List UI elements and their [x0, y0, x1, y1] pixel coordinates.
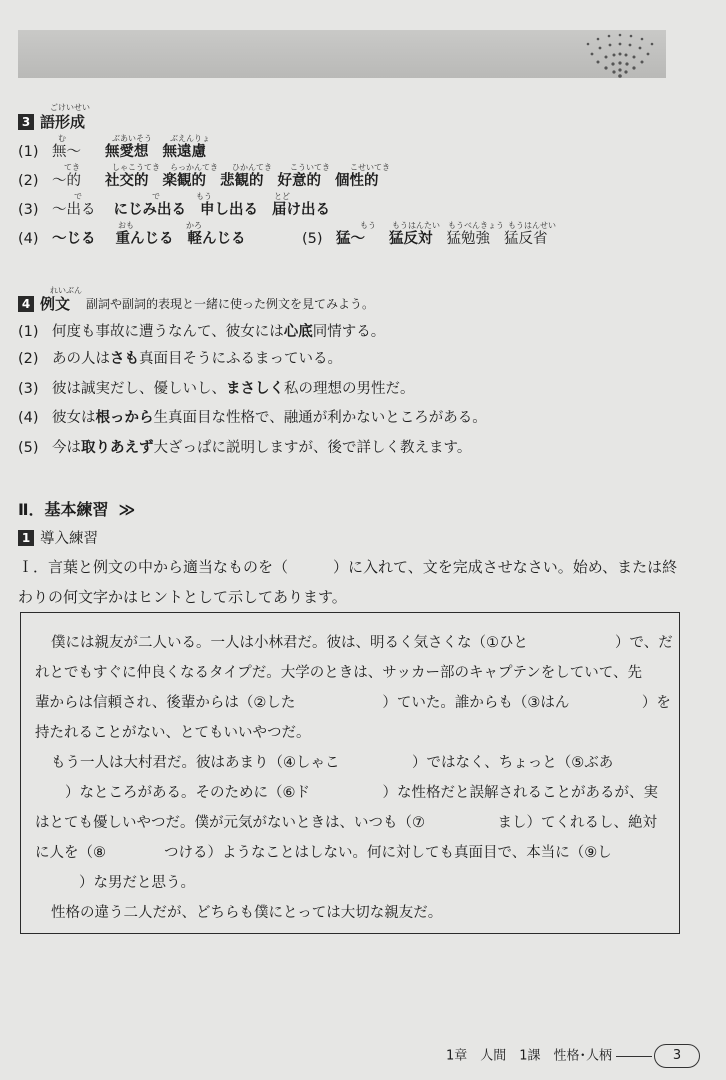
- word-formation-row-2: [18, 169, 393, 190]
- word-pattern: 猛〜: [336, 231, 365, 247]
- ruby-s4-title: れいぶん: [50, 286, 82, 295]
- row-number: (3): [18, 381, 39, 397]
- passage-line: に人を（⑧ つける）ようなことはしない。何に対しても真面目で、本当に（⑨し: [35, 845, 612, 861]
- passage-line: はとても優しいやつだ。僕が元気がないときは、いつも（⑦ まし）てくれるし、絶対: [35, 815, 657, 831]
- header-band: [18, 30, 666, 78]
- ruby: らっかんてき: [170, 163, 218, 172]
- row-number: (4): [18, 231, 39, 247]
- footer-rule: [616, 1056, 652, 1057]
- ruby: しゃこうてき: [112, 163, 160, 172]
- word-formation-row-4: [18, 227, 260, 248]
- exercise-passage-box: [20, 612, 680, 934]
- ruby: おも: [118, 221, 134, 230]
- word-pattern: 無〜: [52, 144, 81, 160]
- word-pattern: 〜的: [52, 173, 81, 189]
- passage-line: 持たれることがない、とてもいいやつだ。: [35, 725, 311, 741]
- ruby-s3-title: ごけいせい: [50, 103, 90, 112]
- word: 猛反対: [389, 231, 433, 247]
- row-number: (4): [18, 410, 39, 426]
- passage-line: れとでもすぐに仲良くなるタイプだ。大学のときは、サッカー部のキャプテンをしていて、先: [35, 665, 642, 681]
- passage-line: もう一人は大村君だ。彼はあまり（④しゃこ ）ではなく、ちょっと（⑤ぶあ: [51, 755, 614, 771]
- example-sentence-1: [18, 320, 385, 341]
- word: にじみ出る: [113, 202, 186, 218]
- ruby: こういてき: [290, 163, 330, 172]
- sentence-keyword: 根っから: [95, 410, 154, 426]
- ruby: こせいてき: [350, 163, 390, 172]
- sentence-text: あの人は: [52, 351, 110, 367]
- sentence-text: 私の理想の男性だ。: [284, 381, 415, 397]
- sentence-keyword: まさしく: [226, 381, 284, 397]
- ruby: もう: [196, 192, 212, 201]
- word: 届け出る: [272, 202, 330, 218]
- section-number-badge: 3: [18, 114, 34, 130]
- instruction-line-2: わりの何文字かはヒントとして示してあります。: [18, 588, 347, 606]
- section-3-title: 語形成: [40, 113, 86, 131]
- ruby: で: [152, 192, 160, 201]
- row-number: (1): [18, 324, 39, 340]
- word: 悲観的: [220, 173, 264, 189]
- page-number: 3: [654, 1044, 700, 1068]
- ruby: もうはんたい: [392, 221, 440, 230]
- ruby: とど: [274, 192, 290, 201]
- instruction-line-1: Ｉ．言葉と例文の中から適当なものを（ ）に入れて、文を完成させなさい。始め、または終: [18, 558, 678, 576]
- word: 楽観的: [162, 173, 206, 189]
- sentence-text: 何度も事故に遭うなんて、彼女には: [52, 324, 284, 340]
- sentence-text: 同情する。: [312, 324, 386, 340]
- ruby: てき: [64, 163, 80, 172]
- passage-line: 僕には親友が二人いる。一人は小林君だ。彼は、明るく気さくな（①ひと ）で、だ: [51, 635, 673, 651]
- word: 重んじる: [115, 231, 174, 247]
- word-pattern: 〜じる: [52, 231, 96, 247]
- passage-line: 性格の違う二人だが、どちらも僕にとっては大切な親友だ。: [51, 905, 443, 921]
- word: 猛勉強: [446, 231, 490, 247]
- sentence-keyword: 取りあえず: [81, 440, 154, 456]
- row-number: (5): [18, 440, 39, 456]
- subsection-title: 導入練習: [40, 531, 98, 547]
- word-formation-row-5: [302, 227, 562, 248]
- sentence-text: 彼は誠実だし、優しいし、: [52, 381, 226, 397]
- ruby: かろ: [186, 221, 202, 230]
- section-3-heading: [18, 111, 85, 132]
- word: 社交的: [105, 173, 149, 189]
- row-number: (2): [18, 173, 39, 189]
- subsection-number-badge: 1: [18, 530, 34, 546]
- passage-line: 輩からは信頼され、後輩からは（②した ）ていた。誰からも（③はん ）を: [35, 695, 671, 711]
- section-2-heading: [18, 497, 135, 520]
- sentence-text: 生真面目な性格で、融通が利かないところがある。: [153, 410, 487, 426]
- ruby: ぶあいそう: [112, 134, 152, 143]
- word: 申し出る: [200, 202, 258, 218]
- ruby: ひかんてき: [232, 163, 272, 172]
- example-sentence-3: [18, 377, 415, 398]
- ruby: む: [58, 134, 66, 143]
- sentence-text: 真面目そうにふるまっている。: [139, 351, 342, 367]
- double-chevron-icon: ≫: [118, 500, 136, 519]
- row-number: (1): [18, 144, 39, 160]
- row-number: (5): [302, 231, 323, 247]
- word: 軽んじる: [187, 231, 246, 247]
- row-number: (2): [18, 351, 39, 367]
- sentence-keyword: 心底: [283, 324, 313, 340]
- page-footer: [446, 1044, 700, 1068]
- passage-line: ）なところがある。そのために（⑥ド ）な性格だと誤解されることがあるが、実: [65, 785, 658, 801]
- decorative-dots: [580, 32, 660, 82]
- ruby: で: [74, 192, 82, 201]
- word-pattern: 〜出る: [52, 202, 96, 218]
- sentence-text: 今は: [52, 440, 81, 456]
- example-sentence-5: [18, 436, 471, 457]
- example-sentence-2: [18, 347, 342, 368]
- word: 無遠慮: [162, 144, 206, 160]
- sentence-text: 大ざっぱに説明しますが、後で詳しく教えます。: [153, 440, 472, 456]
- word-formation-row-1: [18, 140, 220, 161]
- subsection-heading: [18, 527, 98, 548]
- sentence-keyword: さも: [110, 351, 139, 367]
- ruby: もうはんせい: [508, 221, 556, 230]
- section-4-heading: [18, 293, 374, 314]
- example-sentence-4: [18, 406, 487, 427]
- ruby: もうべんきょう: [448, 221, 504, 230]
- section-2-title: Ⅱ．基本練習: [18, 500, 109, 519]
- ruby: もう: [360, 221, 376, 230]
- ruby: ぶえんりょ: [170, 134, 210, 143]
- word: 個性的: [335, 173, 379, 189]
- section-4-title: 例文: [40, 295, 71, 313]
- word-formation-row-3: [18, 198, 344, 219]
- sentence-text: 彼女は: [52, 410, 96, 426]
- passage-line: ）な男だと思う。: [79, 875, 195, 891]
- word: 無愛想: [105, 144, 149, 160]
- word: 好意的: [277, 173, 321, 189]
- chapter-label: 1章 人間 1課 性格･人柄: [446, 1048, 613, 1064]
- word: 猛反省: [504, 231, 548, 247]
- section-4-subtitle: 副詞や副詞的表現と一緒に使った例文を見てみよう。: [86, 297, 375, 311]
- row-number: (3): [18, 202, 39, 218]
- section-number-badge: 4: [18, 296, 34, 312]
